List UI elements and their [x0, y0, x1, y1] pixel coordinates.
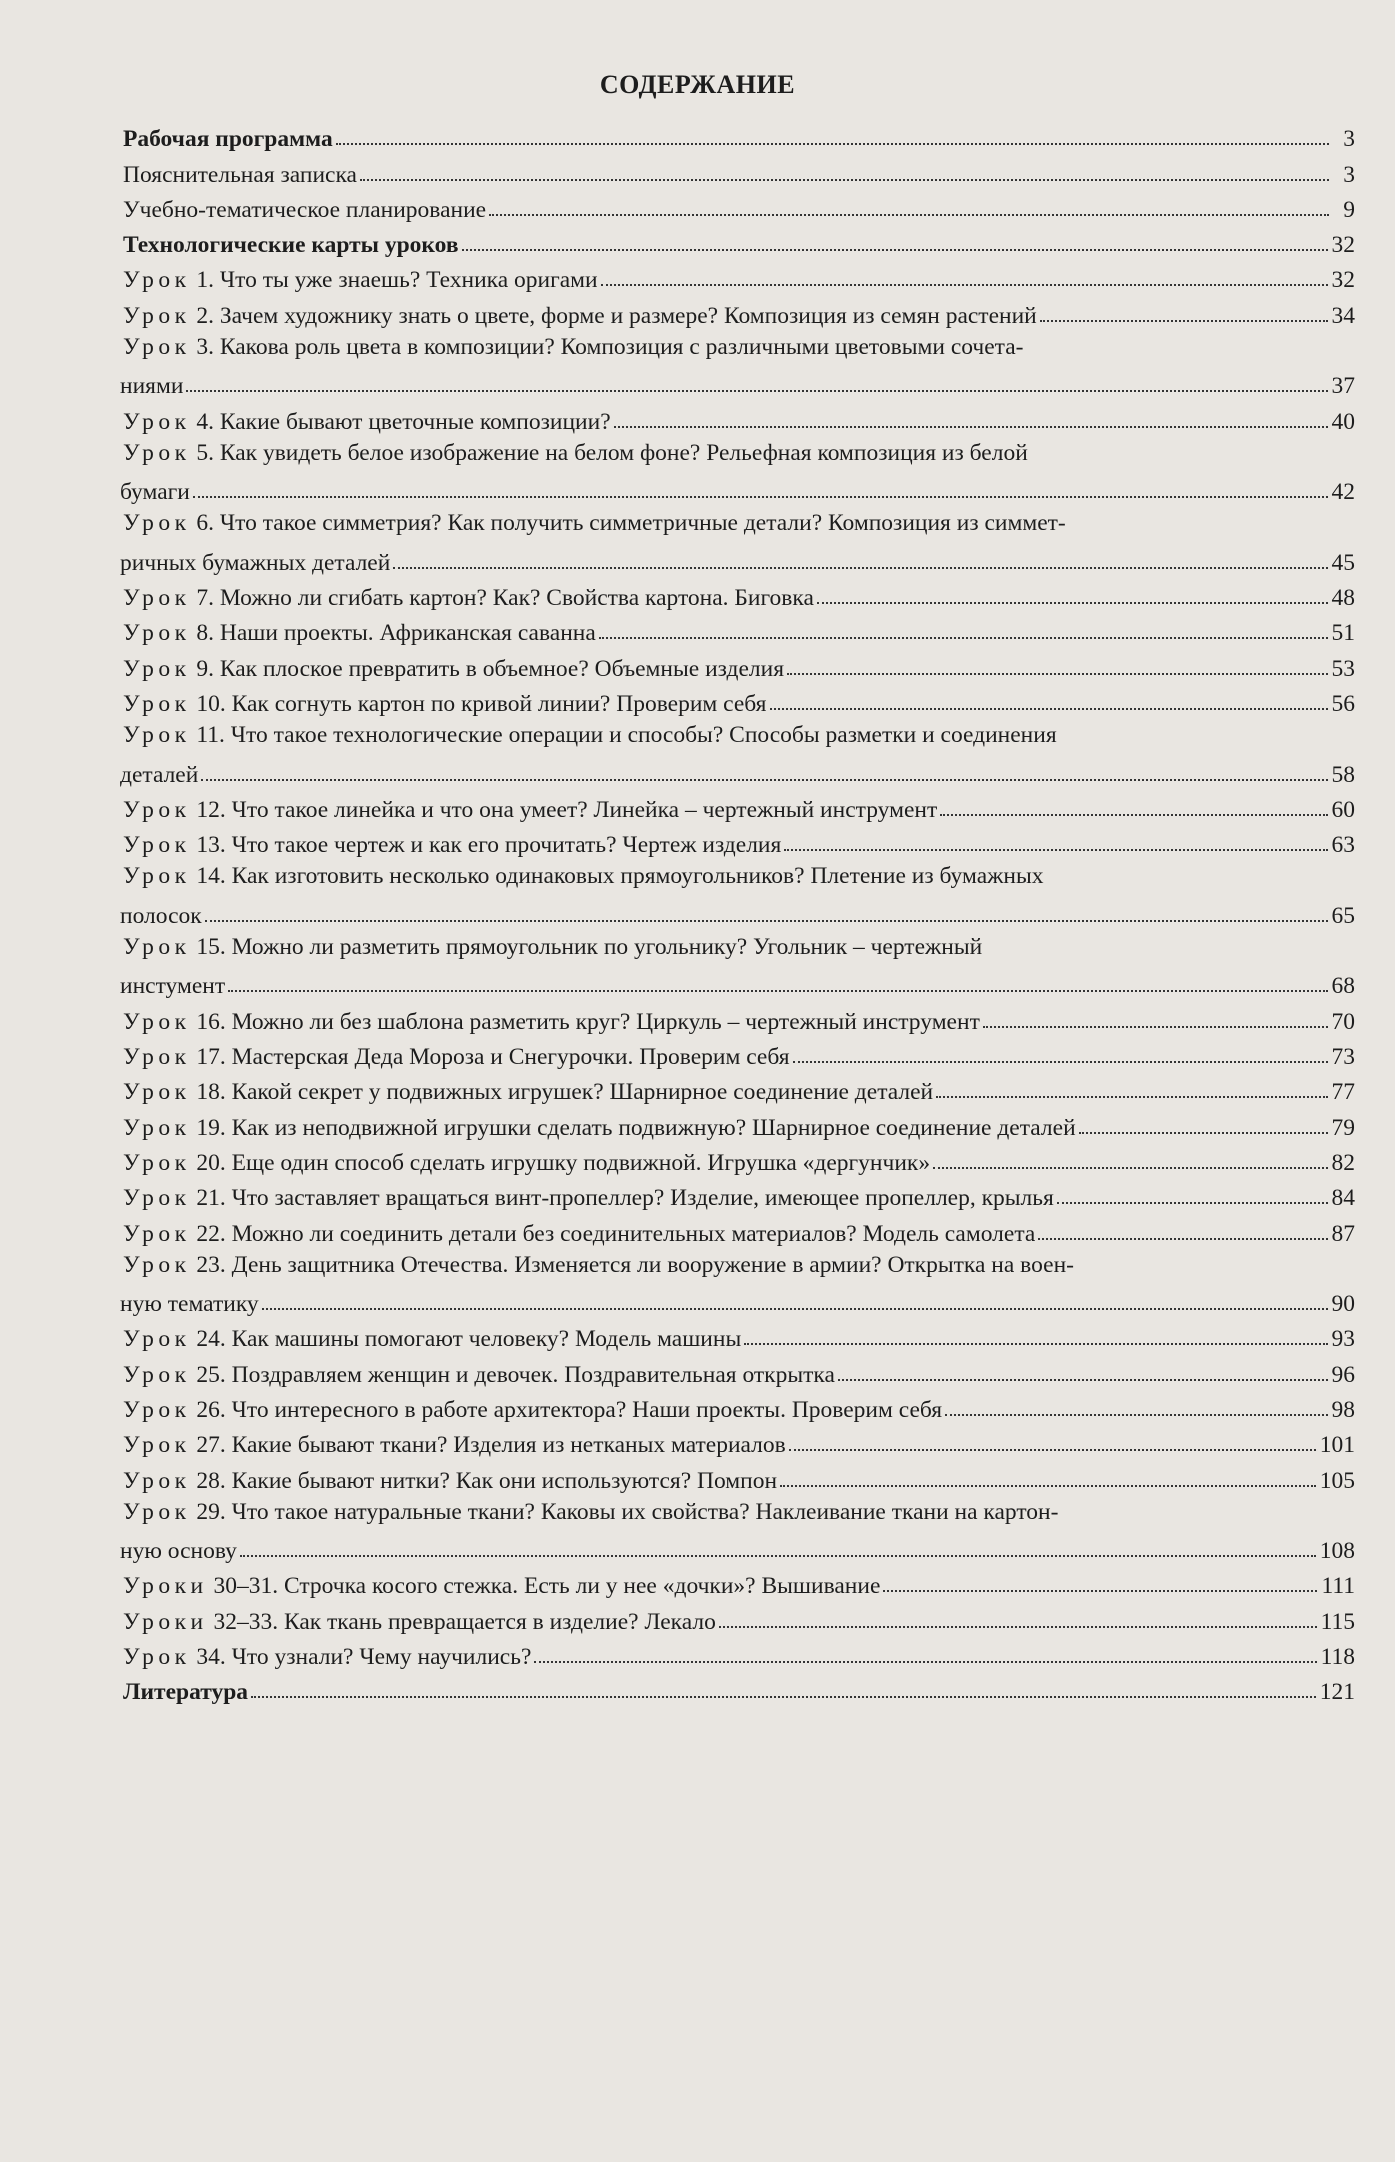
- toc-entry[interactable]: [120, 1036, 1355, 1071]
- dot-leader: [462, 249, 1328, 251]
- dot-leader: [489, 214, 1329, 216]
- toc-entry-label: Урок: [123, 691, 191, 718]
- page-number: 37: [1331, 373, 1355, 400]
- toc-entry-title: 22. Можно ли соединить детали без соединительных материалов? Модель самолета: [190, 1220, 1036, 1247]
- toc-entry-title: 1. Что ты уже знаешь? Техника оригами: [190, 267, 598, 294]
- dot-leader: [817, 602, 1328, 604]
- toc-entry-title: ричных бумажных деталей: [120, 549, 391, 576]
- page-number: 73: [1331, 1044, 1355, 1071]
- dot-leader: [1057, 1202, 1328, 1204]
- toc-entry-title: 6. Что такое симметрия? Как получить симметричные детали? Композиция из симмет-: [190, 510, 1066, 537]
- toc-entry-title: 5. Как увидеть белое изображение на белом фоне? Рельефная композиция из белой: [190, 439, 1028, 466]
- page-number: 3: [1343, 161, 1355, 188]
- toc-entry-label: Урок: [123, 1396, 191, 1423]
- toc-entry-label: Урок: [123, 333, 191, 360]
- page-number: 105: [1319, 1467, 1355, 1494]
- toc-entry-title: 2. Зачем художнику знать о цвете, форме и размере? Композиция из семян растений: [190, 302, 1037, 329]
- page-number: 32: [1331, 232, 1355, 259]
- toc-entry[interactable]: [120, 224, 1355, 259]
- page-number: 42: [1331, 479, 1355, 506]
- toc-entry[interactable]: [120, 1671, 1355, 1706]
- toc-entry-title: Литература: [123, 1679, 249, 1706]
- dot-leader: [793, 1061, 1328, 1063]
- toc-entry-title: 17. Мастерская Деда Мороза и Снегурочки. Проверим себя: [190, 1044, 790, 1071]
- toc-entry[interactable]: [120, 1142, 1355, 1177]
- toc-entry-label: Уроки: [123, 1573, 208, 1600]
- dot-leader: [744, 1343, 1327, 1345]
- dot-leader: [193, 496, 1328, 498]
- page-number: 77: [1331, 1079, 1355, 1106]
- dot-leader: [1038, 1238, 1327, 1240]
- toc-entry[interactable]: [120, 294, 1355, 329]
- toc-entry-title: Рабочая программа: [123, 126, 333, 153]
- page-number: 111: [1321, 1573, 1355, 1600]
- toc-entry-title: 26. Что интересного в работе архитектора? Наши проекты. Проверим себя: [190, 1396, 943, 1423]
- toc-entry-title: бумаги: [120, 479, 190, 506]
- page-number: 84: [1331, 1185, 1355, 1212]
- toc-entry-title: 8. Наши проекты. Африканская саванна: [190, 620, 596, 647]
- toc-entry-label: Урок: [123, 1251, 191, 1278]
- toc-entry[interactable]: [120, 1212, 1355, 1247]
- dot-leader: [360, 179, 1329, 181]
- toc-entry-title: 25. Поздравляем женщин и девочек. Поздравительная открытка: [190, 1361, 835, 1388]
- dot-leader: [601, 284, 1328, 286]
- toc-entry-title: 32–33. Как ткань превращается в изделие? Лекало: [207, 1608, 716, 1635]
- toc-entry[interactable]: [120, 1353, 1355, 1388]
- toc-entry-title: инстумент: [120, 973, 226, 1000]
- toc-entry-title: 14. Как изготовить несколько одинаковых прямоугольников? Плетение из бумажных: [190, 863, 1044, 890]
- toc-entry-title: 28. Какие бывают нитки? Как они используются? Помпон: [190, 1467, 778, 1494]
- toc-entry-label: Урок: [123, 1044, 191, 1071]
- toc-entry[interactable]: [120, 1459, 1355, 1494]
- toc-entry-label: Урок: [123, 722, 191, 749]
- toc-entry-title: 12. Что такое линейка и что она умеет? Линейка – чертежный инструмент: [190, 796, 938, 823]
- page-number: 79: [1331, 1114, 1355, 1141]
- toc-entry-title: Технологические карты уроков: [123, 232, 459, 259]
- toc-entry-label: Урок: [123, 832, 191, 859]
- toc-entry[interactable]: [120, 1636, 1355, 1671]
- toc-entry-title: 11. Что такое технологические операции и способы? Способы разметки и соединения: [190, 722, 1057, 749]
- toc-entry-label: Урок: [123, 655, 191, 682]
- toc-entry-label: Урок: [123, 933, 191, 960]
- page-number: 98: [1331, 1396, 1355, 1423]
- toc-entry-title: ную основу: [120, 1538, 237, 1565]
- dot-leader: [599, 637, 1328, 639]
- toc-entry[interactable]: [120, 400, 1355, 435]
- dot-leader: [838, 1379, 1328, 1381]
- page-number: 68: [1331, 973, 1355, 1000]
- toc-entry[interactable]: [120, 1106, 1355, 1141]
- toc-entry-title: Пояснительная записка: [123, 161, 357, 188]
- toc-entry[interactable]: [120, 1495, 1355, 1566]
- dot-leader: [945, 1414, 1327, 1416]
- page-number: 3: [1343, 126, 1355, 153]
- page-number: 70: [1331, 1008, 1355, 1035]
- page-number: 45: [1331, 549, 1355, 576]
- page-number: 63: [1331, 832, 1355, 859]
- toc-entry-title: ную тематику: [120, 1291, 259, 1318]
- toc-entry-label: Урок: [123, 1498, 191, 1525]
- dot-leader: [262, 1308, 1328, 1310]
- toc-entry-title: 4. Какие бывают цветочные композиции?: [190, 408, 611, 435]
- toc-entry-title: деталей: [120, 761, 199, 788]
- toc-entry-label: Урок: [123, 796, 191, 823]
- toc-entry[interactable]: [120, 718, 1355, 789]
- page-number: 56: [1331, 691, 1355, 718]
- toc-entry-label: Урок: [123, 1326, 191, 1353]
- toc-entry-title: 3. Какова роль цвета в композиции? Композиция с различными цветовыми сочета-: [190, 333, 1024, 360]
- toc-entry-label: Урок: [123, 1220, 191, 1247]
- toc-entry[interactable]: [120, 259, 1355, 294]
- dot-leader: [1040, 320, 1328, 322]
- toc-entry-label: Урок: [123, 302, 191, 329]
- page-number: 53: [1331, 655, 1355, 682]
- toc-entry[interactable]: [120, 1177, 1355, 1212]
- dot-leader: [1079, 1132, 1328, 1134]
- dot-leader: [784, 849, 1327, 851]
- dot-leader: [614, 426, 1328, 428]
- page-number: 60: [1331, 796, 1355, 823]
- toc-entry-title: 16. Можно ли без шаблона разметить круг? Циркуль – чертежный инструмент: [190, 1008, 980, 1035]
- toc-entry[interactable]: [120, 612, 1355, 647]
- page-number: 82: [1331, 1149, 1355, 1176]
- dot-leader: [940, 814, 1327, 816]
- toc-entry-title: 24. Как машины помогают человеку? Модель машины: [190, 1326, 742, 1353]
- page-number: 121: [1319, 1679, 1355, 1706]
- page-number: 32: [1331, 267, 1355, 294]
- table-of-contents: [120, 118, 1355, 1706]
- toc-entry[interactable]: [120, 1000, 1355, 1035]
- toc-entry[interactable]: [120, 189, 1355, 224]
- page-number: 34: [1331, 302, 1355, 329]
- toc-entry[interactable]: [120, 1318, 1355, 1353]
- toc-entry[interactable]: [120, 506, 1355, 577]
- toc-entry[interactable]: [120, 1389, 1355, 1424]
- dot-leader: [933, 1167, 1327, 1169]
- toc-entry[interactable]: [120, 1600, 1355, 1635]
- dot-leader: [719, 1626, 1317, 1628]
- toc-entry-title: 23. День защитника Отечества. Изменяется ли вооружение в армии? Открытка на воен-: [190, 1251, 1074, 1278]
- toc-entry[interactable]: [120, 647, 1355, 682]
- page-number: 108: [1319, 1538, 1355, 1565]
- toc-entry[interactable]: [120, 1248, 1355, 1319]
- dot-leader: [201, 779, 1327, 781]
- toc-entry-label: Урок: [123, 267, 191, 294]
- toc-entry-title: полосок: [120, 902, 202, 929]
- dot-leader: [336, 143, 1329, 145]
- toc-entry-label: Урок: [123, 1644, 191, 1671]
- toc-entry-label: Урок: [123, 1432, 191, 1459]
- toc-entry-title: 7. Можно ли сгибать картон? Как? Свойства картона. Биговка: [190, 585, 814, 612]
- toc-entry[interactable]: [120, 859, 1355, 930]
- toc-entry-title: ниями: [120, 373, 184, 400]
- toc-entry-title: 18. Какой секрет у подвижных игрушек? Шарнирное соединение деталей: [190, 1079, 934, 1106]
- page-number: 87: [1331, 1220, 1355, 1247]
- toc-entry-title: Учебно-тематическое планирование: [123, 196, 487, 223]
- page-number: 90: [1331, 1291, 1355, 1318]
- toc-entry-label: Урок: [123, 1079, 191, 1106]
- toc-entry-title: 21. Что заставляет вращаться винт-пропеллер? Изделие, имеющее пропеллер, крылья: [190, 1185, 1054, 1212]
- page-number: 118: [1320, 1644, 1355, 1671]
- toc-entry-label: Урок: [123, 1467, 191, 1494]
- page-number: 101: [1319, 1432, 1355, 1459]
- dot-leader: [787, 673, 1327, 675]
- toc-entry-label: Урок: [123, 1185, 191, 1212]
- toc-entry[interactable]: [120, 153, 1355, 188]
- toc-entry-title: 29. Что такое натуральные ткани? Каковы их свойства? Наклеивание ткани на картон-: [190, 1498, 1059, 1525]
- page-number: 40: [1331, 408, 1355, 435]
- toc-entry[interactable]: [120, 824, 1355, 859]
- toc-entry-label: Урок: [123, 439, 191, 466]
- dot-leader: [186, 390, 1327, 392]
- page-number: 51: [1331, 620, 1355, 647]
- toc-entry-label: Урок: [123, 863, 191, 890]
- toc-entry-title: 20. Еще один способ сделать игрушку подвижной. Игрушка «дергунчик»: [190, 1149, 931, 1176]
- page-title: СОДЕРЖАНИЕ: [599, 70, 796, 99]
- page-number: 9: [1343, 196, 1355, 223]
- toc-entry[interactable]: [120, 1424, 1355, 1459]
- dot-leader: [393, 567, 1327, 569]
- dot-leader: [789, 1449, 1316, 1451]
- dot-leader: [534, 1661, 1316, 1663]
- toc-entry-label: Уроки: [123, 1608, 208, 1635]
- toc-entry-label: Урок: [123, 510, 191, 537]
- toc-entry[interactable]: [120, 436, 1355, 507]
- page-number: 48: [1331, 585, 1355, 612]
- toc-entry-title: 9. Как плоское превратить в объемное? Объемные изделия: [190, 655, 785, 682]
- toc-entry-title: 15. Можно ли разметить прямоугольник по угольнику? Угольник – чертежный: [190, 933, 983, 960]
- dot-leader: [240, 1555, 1316, 1557]
- page-number: 93: [1331, 1326, 1355, 1353]
- dot-leader: [883, 1590, 1317, 1592]
- toc-entry-label: Урок: [123, 620, 191, 647]
- page-number: 96: [1331, 1361, 1355, 1388]
- page-number: 115: [1320, 1608, 1355, 1635]
- toc-entry-title: 30–31. Строчка косого стежка. Есть ли у нее «дочки»? Вышивание: [207, 1573, 881, 1600]
- toc-entry-label: Урок: [123, 1361, 191, 1388]
- page-number: 65: [1331, 902, 1355, 929]
- toc-entry-title: 13. Что такое чертеж и как его прочитать? Чертеж изделия: [190, 832, 782, 859]
- toc-entry-label: Урок: [123, 585, 191, 612]
- toc-entry[interactable]: [120, 577, 1355, 612]
- toc-entry-title: 19. Как из неподвижной игрушки сделать подвижную? Шарнирное соединение деталей: [190, 1114, 1076, 1141]
- toc-entry-label: Урок: [123, 1149, 191, 1176]
- dot-leader: [983, 1026, 1328, 1028]
- toc-entry-label: Урок: [123, 1114, 191, 1141]
- toc-entry-title: 27. Какие бывают ткани? Изделия из нетканых материалов: [190, 1432, 786, 1459]
- toc-entry-label: Урок: [123, 408, 191, 435]
- page-number: 58: [1331, 761, 1355, 788]
- dot-leader: [205, 920, 1328, 922]
- dot-leader: [228, 990, 1327, 992]
- toc-entry-title: 10. Как согнуть картон по кривой линии? Проверим себя: [190, 691, 767, 718]
- toc-entry[interactable]: [120, 118, 1355, 153]
- dot-leader: [780, 1485, 1316, 1487]
- toc-entry-title: 34. Что узнали? Чему научились?: [190, 1644, 532, 1671]
- toc-entry[interactable]: [120, 1071, 1355, 1106]
- toc-entry-label: Урок: [123, 1008, 191, 1035]
- dot-leader: [770, 708, 1328, 710]
- toc-entry[interactable]: [120, 330, 1355, 401]
- toc-entry[interactable]: [120, 789, 1355, 824]
- dot-leader: [251, 1696, 1316, 1698]
- toc-entry[interactable]: [120, 930, 1355, 1001]
- dot-leader: [936, 1096, 1327, 1098]
- toc-entry[interactable]: [120, 683, 1355, 718]
- toc-entry[interactable]: [120, 1565, 1355, 1600]
